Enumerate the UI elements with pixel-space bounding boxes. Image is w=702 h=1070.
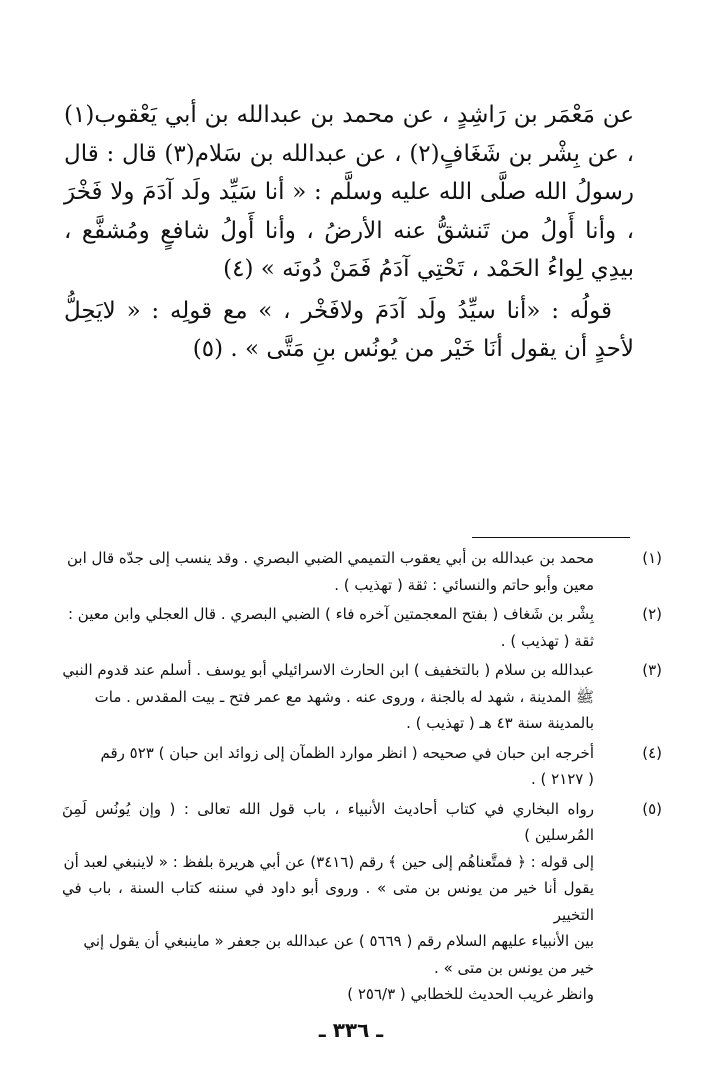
footnote-number: (٥) xyxy=(642,799,662,818)
footnote-text xyxy=(62,657,594,737)
footnote-line: وانظر غريب الحديث للخطابي ( ٢٥٦/٣ ) xyxy=(347,985,594,1003)
footnote-line: بين الأنبياء عليهم السلام رقم ( ٥٦٦٩ ) عن عبدالله بن جعفر « ماينبغي أن يقول إني xyxy=(83,932,594,950)
page-number: ـ ٣٣٦ ـ xyxy=(318,1018,384,1042)
footnote-line: ثقة ( تهذيب ) . xyxy=(500,631,594,650)
main-paragraph-1: عن مَعْمَر بن رَاشِدٍ ، عن محمد بن عبدالله بن أبي يَعْقوب(١) ، عن بِشْر بن شَغَافٍ(٢) ، عن عبدالله بن سَلام(٣) قال : قال رسولُ الله صلَّى الله عليه وسلَّم : « أنا سَيِّد ولَد آدَمَ ولا فَخْرَ ، وأنا أَولُ من تَنشقُّ عنه الأرضُ ، وأنا أَولُ شافعٍ ومُشفَّع ، بيدِي لِواءُ الحَمْد ، تَحْتِي آدَمُ فَمَنْ دُونَه » (٤) xyxy=(64,102,634,282)
footnote-number: (٣) xyxy=(642,661,662,679)
footnote-line: ﷺ المدينة ، شهد له بالجنة ، وروى عنه . وشهد مع عمر فتح ـ بيت المقدس . مات xyxy=(94,687,594,706)
footnote-text xyxy=(62,796,594,1008)
footnotes xyxy=(62,545,662,1011)
footnote-line: يقول أنا خير من يونس بن متى » . وروى أبو داود في سننه كتاب السنة ، باب في التخيير xyxy=(62,879,594,924)
footnote-number: (٢) xyxy=(642,605,662,623)
main-text xyxy=(64,96,634,369)
footnote xyxy=(62,740,662,793)
footnote-line: إلى قوله : ﴿ فمتَّعناهُم إلى حين ﴾ رقم (٣٤١٦) عن أبي هريرة بلفظ : « لاينبغي لعبد أن xyxy=(63,852,594,871)
footnote xyxy=(62,657,662,737)
footnote-separator xyxy=(472,537,630,538)
footnote-line: بِشْر بن شَغاف ( بفتح المعجمتين آخره فاء ) الضبي البصري . قال العجلي وابن معين : xyxy=(67,605,594,623)
footnote xyxy=(62,545,662,598)
footnote xyxy=(62,601,662,654)
footnote-text xyxy=(62,740,594,793)
main-paragraph-2: قولُه : «أنا سيِّدُ ولَد آدَمَ ولافَخْر ، » مع قولِه : « لايَحِلُّ لأحدٍ أن يقول أنَا خَيْر من يُونُس بنِ مَتَّى » . (٥) xyxy=(64,297,634,362)
footnote-text xyxy=(62,601,594,654)
footnote-number: (١) xyxy=(642,549,662,567)
footnote xyxy=(62,796,662,1008)
footnote-line: خير من يونس بن متى » . xyxy=(434,958,594,977)
footnote-number: (٤) xyxy=(642,743,662,762)
footnote-line: محمد بن عبدالله بن أبي يعقوب التميمي الضبي البصري . وقد ينسب إلى جدّه قال ابن xyxy=(67,549,594,567)
footnote-line: ( ٢١٢٧ ) . xyxy=(530,770,594,788)
footnote-line: رواه البخاري في كتاب أحاديث الأنبياء ، باب قول الله تعالى : ( وإن يُونُس لَمِنَ المُرسلين ) xyxy=(62,799,594,844)
footnote-line: أخرجه ابن حبان في صحيحه ( انظر موارد الظمآن إلى زوائد ابن حبان ) ٥٢٣ رقم xyxy=(100,743,594,762)
footnote-line: عبدالله بن سلام ( بالتخفيف ) ابن الحارث الاسرائيلي أبو يوسف . أسلم عند قدوم النبي xyxy=(62,661,594,679)
footnote-text xyxy=(62,545,594,598)
footnote-line: بالمدينة سنة ٤٣ هـ ( تهذيب ) . xyxy=(406,714,594,732)
footnote-line: معين وأبو حاتم والنسائي : ثقة ( تهذيب ) . xyxy=(334,575,594,594)
